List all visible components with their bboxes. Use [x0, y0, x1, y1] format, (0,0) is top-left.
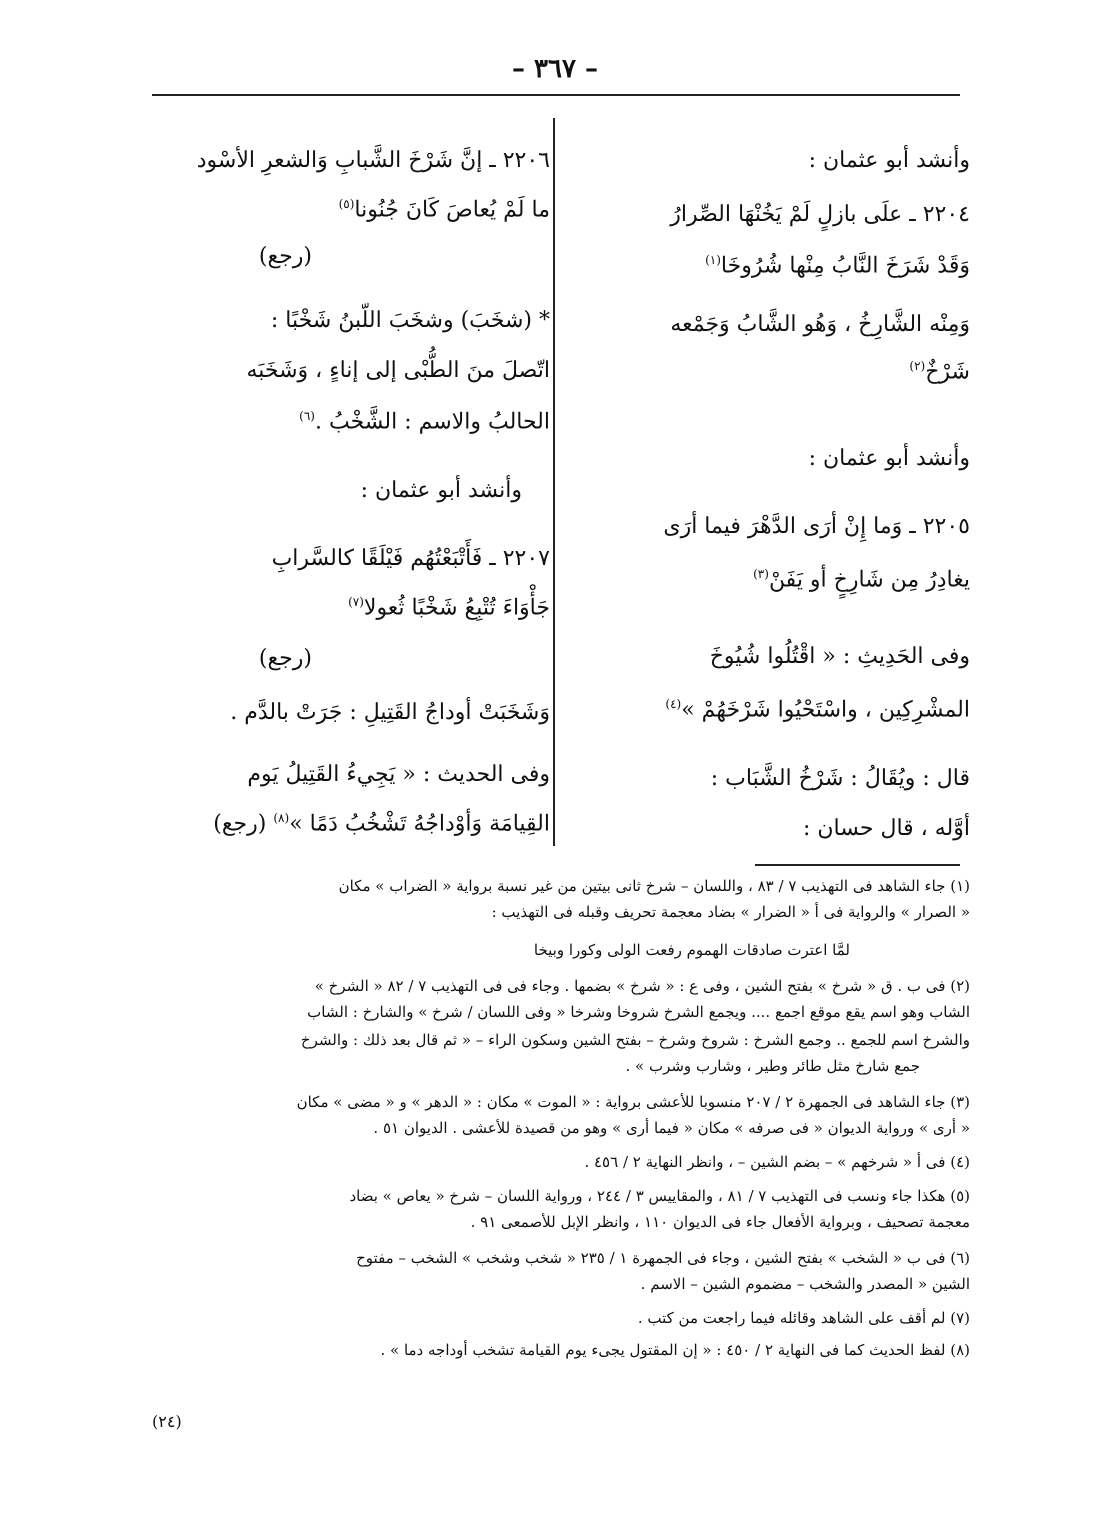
footnote-line: (٨) لفظ الحديث كما فى النهاية ٢ / ٤٥٠ : « إن المقتول يجىء يوم القيامة تشخب أوداجه دما » . — [380, 1341, 970, 1359]
text-line: وأنشد أبو عثمان : — [808, 446, 970, 471]
text-line: وَشَخَبَتْ أوداجُ القَتِيلِ : جَرَتْ بالدَّم . — [230, 700, 550, 725]
text-line: أوَّله ، قال حسان : — [802, 816, 970, 841]
footnote-line: الشاب وهو اسم يقع موقع اجمع .... ويجمع الشرخ شروخا وشرخا « وفى اللسان / شرخ » والشارخ : الشاب — [307, 1003, 970, 1021]
footnote-ref: (٢) — [909, 359, 926, 373]
footnote-ref: (١) — [705, 253, 721, 267]
column-divider — [553, 118, 555, 846]
footnote-line: جمع شارخ مثل طائر وطير ، وشارب وشرب » . — [625, 1057, 920, 1075]
text-line: القِيامَة وَأوْداجُهُ تَشْخُبُ دَمًا »$^{(٨)}$ (رجع) — [213, 811, 550, 837]
page-number: – ٣٦٧ – — [511, 54, 599, 84]
verse-line: جَأْوَاءَ تُتْبِعُ شَخْبًا ثُعولا$^{(٧)}$ — [348, 595, 550, 621]
footnote-line: « أرى » ورواية الديوان « فى صرفه » مكان « فيما أرى » وهو من قصيدة للأعشى . الديوان ٥١ . — [373, 1119, 970, 1137]
footnote-ref: (٦) — [299, 409, 315, 423]
verse-line: ما لَمْ يُعاصَ كَانَ جُنُونا$^{(٥)}$ — [338, 197, 550, 223]
footnote-line: (٤) فى أ « شرخهم » – بضم الشين – ، وانظر النهاية ٢ / ٤٥٦ . — [584, 1153, 970, 1171]
footnote-verse: لمَّا اعترت صادقات الهموم رفعت الولى وكورا وبيخا — [533, 941, 850, 959]
verse-line: ٢٢٠٦ ـ إنَّ شَرْخَ الشَّبابِ وَالشعرِ الأسْود — [196, 148, 550, 173]
verse-line: ٢٢٠٤ ـ علَى بازلٍ لَمْ يَخُنْهَا الصِّرارُ — [670, 202, 970, 227]
footnote-line: (٥) هكذا جاء ونسب فى التهذيب ٧ / ٨١ ، والمقاييس ٣ / ٢٤٤ ، ورواية اللسان – شرخ « يعاص » بضاد — [349, 1187, 970, 1205]
text-line: وأنشد أبو عثمان : — [360, 478, 522, 503]
footnote-line: والشرخ اسم للجمع .. وجمع الشرخ : شروخ وشرخ – بفتح الشين وسكون الراء – « ثم قال بعد ذلك : والشرخ — [300, 1031, 970, 1049]
text-line: قال : ويُقَالُ : شَرْخُ الشَّبَاب : — [710, 766, 970, 791]
footnote-line: (١) جاء الشاهد فى التهذيب ٧ / ٨٣ ، واللسان – شرخ ثانى بيتين من غير نسبة برواية « الضراب » مكان — [338, 877, 970, 895]
footnote-ref: (٧) — [348, 595, 364, 609]
verse-line: وَقَدْ شَرَخَ النَّابُ مِنْها شُرُوخَا$^{(١)}$ — [705, 253, 970, 279]
footnote-ref: (٥) — [338, 197, 355, 211]
footnote-line: (٢) فى ب . ق « شرخ » بفتح الشين ، وفى ع : « شرخ » بضمها . وجاء فى فى التهذيب ٧ / ٨٢ « الشرخ » — [314, 977, 970, 995]
footnote-ref: (٨) — [273, 811, 290, 825]
text-line: شَرْخٌ$^{(٢)}$ — [909, 359, 970, 385]
footnote-ref: (٣) — [753, 567, 769, 581]
footnote-ref: (٤) — [665, 697, 682, 711]
verse-line: ٢٢٠٥ ـ وَما إِنْ أرَى الدَّهْرَ فيما أرَى — [663, 514, 970, 539]
text-line: وفى الحديث : « يَجِيءُ القَتِيلُ يَوم — [247, 762, 550, 787]
footnote-rule — [755, 864, 960, 866]
text-line: وفى الحَدِيثِ : « اقْتُلُوا شُيُوخَ — [709, 644, 970, 669]
text-line: المشْرِكِين ، واسْتَحْيُوا شَرْخَهُمْ »$^{(٤)}$ — [665, 697, 970, 723]
return-marker: (رجع) — [258, 244, 312, 269]
footnote-line: (٣) جاء الشاهد فى الجمهرة ٢ / ٢٠٧ منسوبا للأعشى برواية : « الموت » مكان : « الدهر » و « مضى » مكان — [296, 1093, 970, 1111]
verse-line: ٢٢٠٧ ـ فَأَتْبَعْتُهُم فَيْلَقًا كالسَّرابِ — [271, 546, 550, 571]
text-line: اتّصلَ منَ الطُّبْى إلى إناءٍ ، وَشَخَبَه — [246, 358, 550, 383]
footnote-line: معجمة تصحيف ، وبرواية الأفعال جاء فى الديوان ١١٠ ، وانظر الإبل للأصمعى ٩١ . — [470, 1213, 970, 1231]
text-line: وَمِنْه الشَّارِخُ ، وَهُو الشَّابُ وَجَمْعه — [670, 312, 970, 337]
entry-heading: * (شخَبَ) وشخَبَ اللّبنُ شَخْبًا : — [270, 308, 550, 333]
header-rule — [152, 94, 960, 96]
footnote-line: (٦) فى ب « الشخب » بفتح الشين ، وجاء فى الجمهرة ١ / ٢٣٥ « شخب وشخب » الشخب – مفتوح — [356, 1249, 970, 1267]
text-line: الحالبُ والاسم : الشَّخْبُ .$^{(٦)}$ — [299, 409, 550, 435]
text-line: وأنشد أبو عثمان : — [808, 148, 970, 173]
return-marker: (رجع) — [258, 646, 312, 671]
sheet-mark: (٢٤) — [152, 1412, 182, 1431]
footnote-line: الشين « المصدر والشخب – مضموم الشين – الاسم . — [640, 1275, 970, 1293]
footnote-line: (٧) لم أقف على الشاهد وقائله فيما راجعت من كتب . — [637, 1309, 970, 1327]
verse-line: يغادِرُ مِن شَارِخٍ أو يَفَنْ$^{(٣)}$ — [753, 567, 970, 593]
footnote-line: « الصرار » والرواية فى أ « الضرار » بضاد معجمة تحريف وقبله فى التهذيب : — [491, 903, 970, 921]
